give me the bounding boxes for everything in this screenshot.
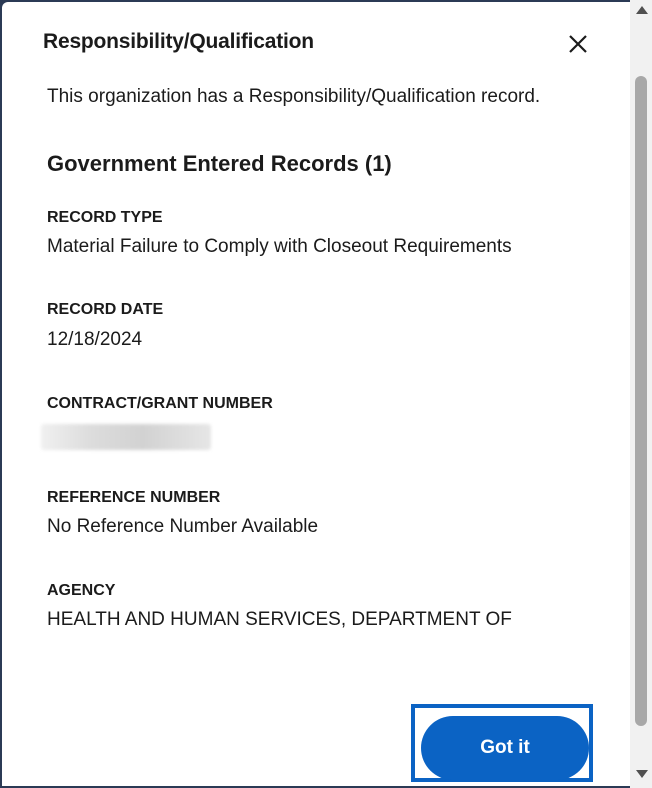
- scrollbar[interactable]: [630, 0, 652, 788]
- contract-number-label: CONTRACT/GRANT NUMBER: [47, 395, 273, 412]
- section-heading: Government Entered Records (1): [47, 151, 392, 176]
- scroll-thumb[interactable]: [635, 76, 647, 726]
- contract-number-redacted: [41, 424, 211, 450]
- record-date-label: RECORD DATE: [47, 301, 164, 318]
- dialog-intro: This organization has a Responsibility/Qualification record.: [47, 86, 541, 107]
- agency-label: AGENCY: [47, 582, 116, 599]
- dialog-title: Responsibility/Qualification: [43, 30, 314, 53]
- got-it-button[interactable]: Got it: [421, 716, 589, 780]
- scroll-up-arrow-icon[interactable]: [636, 6, 648, 14]
- agency-value: HEALTH AND HUMAN SERVICES, DEPARTMENT OF: [47, 609, 512, 630]
- responsibility-dialog: [2, 2, 630, 786]
- record-date-value: 12/18/2024: [47, 329, 143, 350]
- reference-number-value: No Reference Number Available: [47, 516, 319, 537]
- close-icon: [562, 28, 594, 60]
- scroll-down-arrow-icon[interactable]: [636, 770, 648, 778]
- record-type-value: Material Failure to Comply with Closeout Requirements: [47, 236, 512, 257]
- reference-number-label: REFERENCE NUMBER: [47, 489, 221, 506]
- record-type-label: RECORD TYPE: [47, 209, 163, 226]
- close-button[interactable]: [562, 28, 594, 60]
